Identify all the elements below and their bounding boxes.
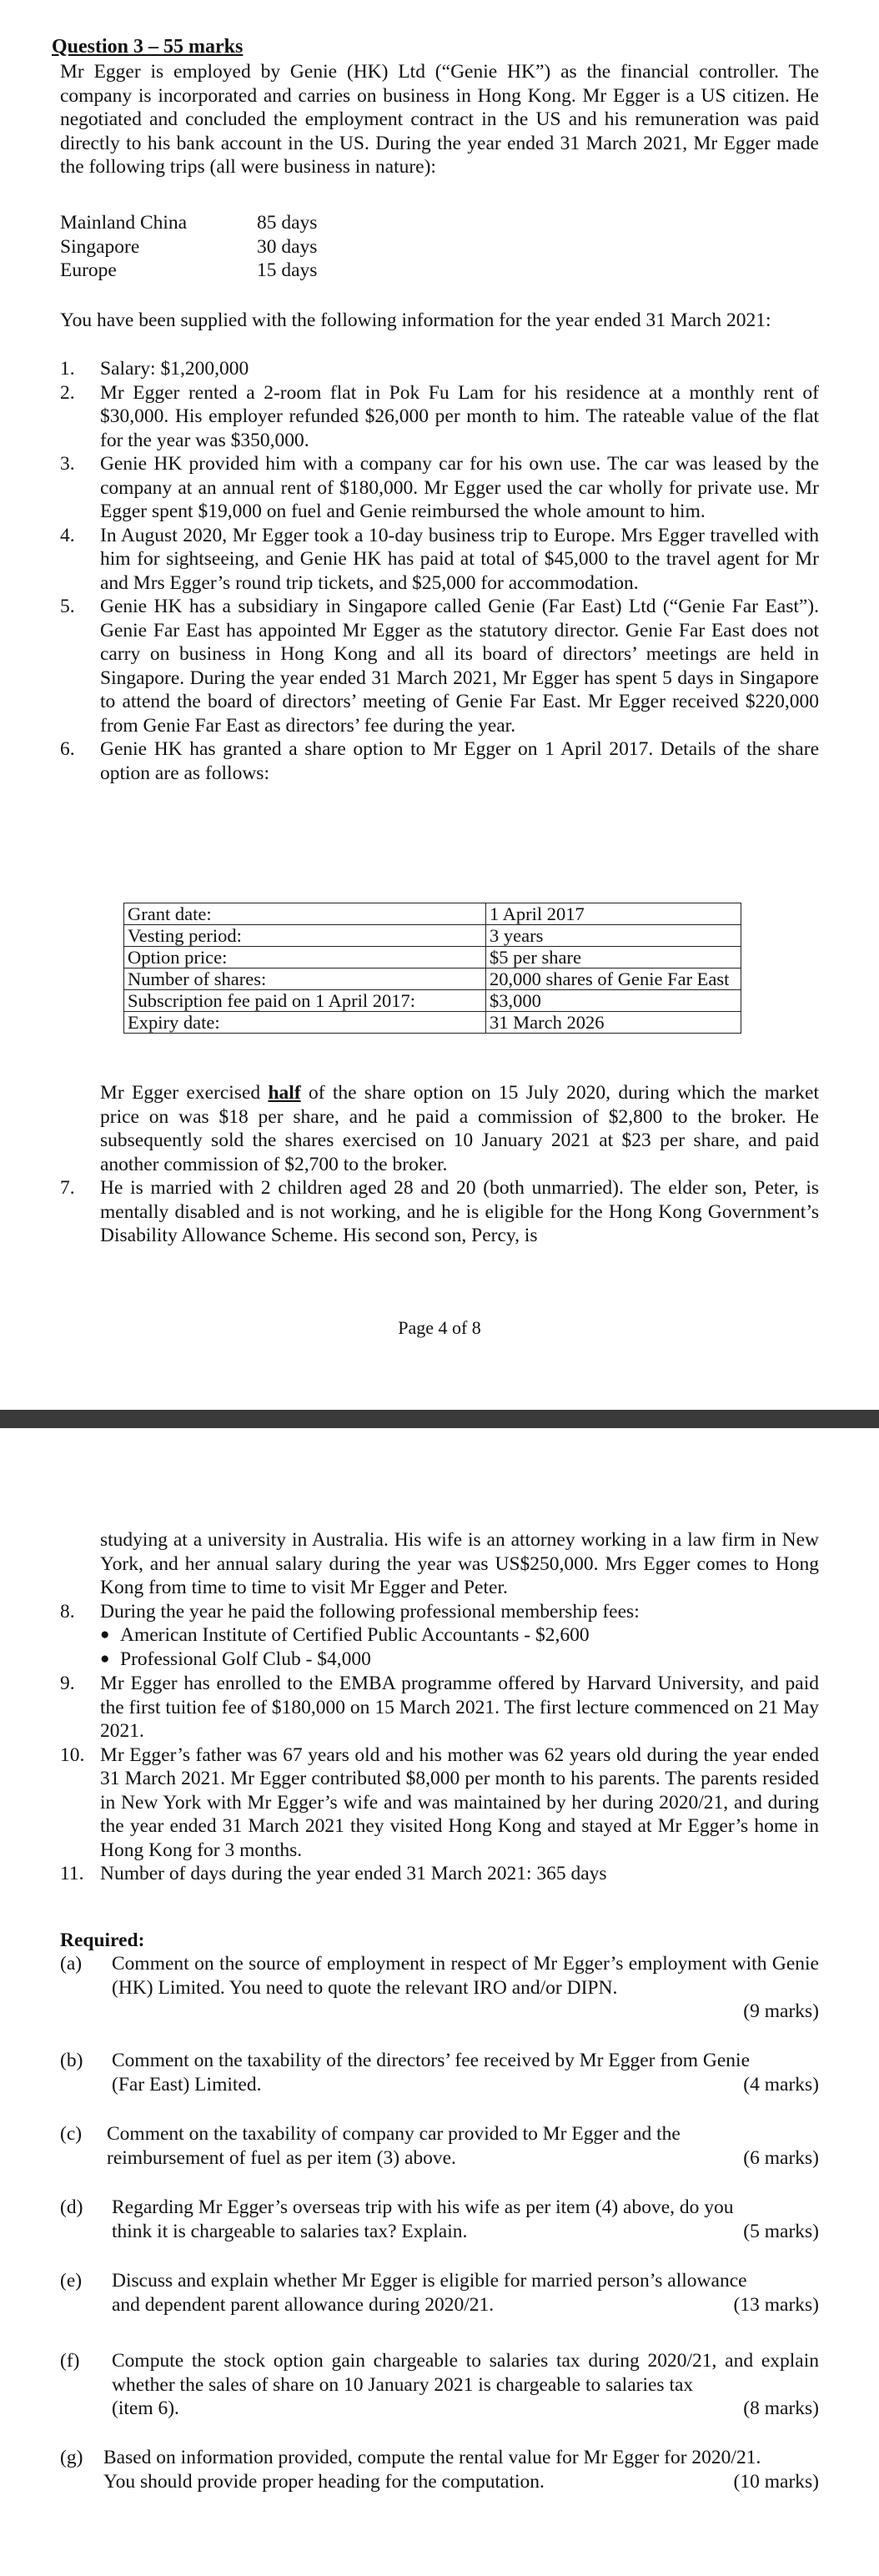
table-cell-value: 1 April 2017 — [486, 903, 741, 925]
item-number: 11. — [60, 1863, 84, 1884]
info-items-list-cont — [60, 1176, 819, 1248]
table-row — [124, 925, 741, 947]
trip-place: Mainland China — [60, 212, 188, 234]
part-lastline — [112, 2220, 819, 2244]
trip-place: Singapore — [60, 235, 140, 258]
part-marks: (9 marks) — [743, 2000, 819, 2022]
item-number: 2. — [60, 381, 75, 404]
item-number: 3. — [60, 453, 75, 475]
required-part-e — [60, 2269, 819, 2317]
required-part-g — [60, 2446, 819, 2493]
table-row — [124, 969, 741, 990]
trips-list — [60, 211, 317, 283]
part-text-line1: Discuss and explain whether Mr Egger is eligible for married person’s allowance — [112, 2270, 747, 2292]
info-item — [60, 1672, 819, 1743]
required-part-a — [60, 1952, 819, 2024]
part-marks: (13 marks) — [733, 2293, 819, 2316]
part-lastline — [112, 2073, 819, 2097]
table-row — [124, 990, 741, 1012]
required-part-b — [60, 2049, 819, 2096]
part-lastline — [112, 2293, 819, 2317]
table-cell-label: Option price: — [124, 947, 486, 969]
part-letter: (a) — [60, 1953, 83, 1975]
part-lastline — [107, 2146, 819, 2171]
exercise-text-pre: Mr Egger exercised — [100, 1082, 269, 1104]
part-letter: (d) — [60, 2196, 83, 2218]
info-item — [60, 1176, 819, 1248]
part-letter: (g) — [60, 2447, 83, 2468]
part-marks: (4 marks) — [743, 2073, 819, 2096]
info-item — [60, 1743, 819, 1863]
exercise-half: half — [268, 1082, 301, 1104]
item7-continued: studying at a university in Australia. His wife is an attorney working in a law firm in New York, and her annual salary during the year was US$250,000. Mrs Egger comes to Hong Kong from time to time to visit Mr Egger and Peter. — [100, 1529, 819, 1598]
part-marks: (10 marks) — [733, 2470, 819, 2493]
part-lastline — [112, 2397, 819, 2421]
part-text-line2: (Far East) Limited. — [112, 2073, 262, 2096]
info-item — [60, 452, 819, 524]
table-cell-label: Vesting period: — [124, 925, 486, 947]
part-marks: (8 marks) — [743, 2397, 819, 2419]
part-text-line2: and dependent parent allowance during 2020/21. — [112, 2293, 495, 2316]
exam-page-5 — [0, 1428, 879, 2576]
part-text-line2: (item 6). — [112, 2397, 179, 2419]
trip-row — [60, 211, 317, 235]
trip-days: 30 days — [257, 235, 318, 258]
membership-fees-list — [60, 1623, 859, 1671]
table-row — [124, 903, 741, 925]
item-text: Genie HK provided him with a company car for his own use. The car was leased by the company at an annual rent of $180,000. Mr Egger used the car wholly for private use. Mr Egger spent $19,000 on fuel and Genie reimbursed the whole amount to him. — [100, 453, 819, 522]
part-text-line1: Regarding Mr Egger’s overseas trip with his wife as per item (4) above, do you — [112, 2196, 734, 2218]
list-item: ● American Institute of Certified Public Accountants - $2,600 — [100, 1623, 859, 1648]
required-part-c — [60, 2122, 819, 2170]
item-text: In August 2020, Mr Egger took a 10-day business trip to Europe. Mrs Egger travelled with him for sightseeing, and Genie HK has paid at total of $45,000 to the travel agent for Mr and Mrs Egger’s round trip tickets, and $25,000 for accommodation. — [100, 524, 819, 594]
trip-place: Europe — [60, 259, 117, 281]
part-lastline — [103, 2470, 819, 2494]
page-number: Page 4 of 8 — [398, 1317, 481, 1338]
item-number: 9. — [60, 1673, 75, 1694]
part-text-line2: You should provide proper heading for the computation. — [103, 2470, 545, 2493]
table-cell-value: 20,000 shares of Genie Far East — [486, 969, 741, 990]
info-items-list-page2 — [60, 1600, 819, 1624]
table-cell-label: Grant date: — [124, 903, 486, 925]
table-cell-label: Subscription fee paid on 1 April 2017: — [124, 990, 486, 1012]
trip-row — [60, 259, 317, 283]
item-text: Mr Egger has enrolled to the EMBA programme offered by Harvard University, and paid the first tuition fee of $180,000 on 15 March 2021. The first lecture commenced on 21 May 2021. — [100, 1673, 819, 1742]
table-cell-value: $3,000 — [486, 990, 741, 1012]
intro-paragraph: Mr Egger is employed by Genie (HK) Ltd (“Genie HK”) as the financial controller. The company is incorporated and carries on business in Hong Kong. Mr Egger is a US citizen. He negotiated and concluded the employment contract in the US and his remuneration was paid directly to his bank account in the US. During the year ended 31 March 2021, Mr Egger made the following trips (all were business in nature): — [60, 61, 819, 178]
item-number: 6. — [60, 738, 75, 760]
part-letter: (c) — [60, 2123, 83, 2145]
part-text: Compute the stock option gain chargeable to salaries tax during 2020/21, and explain whether the sales of share on 10 January 2021 is chargeable to salaries tax — [112, 2350, 819, 2396]
item-text: Number of days during the year ended 31 March 2021: 365 days — [100, 1863, 607, 1884]
trip-days: 85 days — [257, 212, 318, 234]
item-text: Salary: $1,200,000 — [100, 358, 249, 380]
table-cell-label: Number of shares: — [124, 969, 486, 990]
required-heading: Required: — [60, 1929, 145, 1951]
info-item — [60, 1600, 819, 1624]
trip-row — [60, 235, 317, 259]
share-option-table — [123, 903, 741, 1034]
item-number: 7. — [60, 1177, 75, 1199]
item-number: 5. — [60, 596, 75, 617]
item-number: 8. — [60, 1601, 75, 1623]
item-text: Mr Egger rented a 2-room flat in Pok Fu Lam for his residence at a monthly rent of $30,000. His employer refunded $26,000 per month to him. The rateable value of the flat for the year was $350,000. — [100, 381, 819, 451]
table-cell-label: Expiry date: — [124, 1012, 486, 1034]
part-marks: (6 marks) — [743, 2146, 819, 2169]
part-letter: (e) — [60, 2270, 83, 2292]
part-text: Comment on the source of employment in respect of Mr Egger’s employment with Genie (HK) Limited. You need to quote the relevant IRO and/or DIPN. — [112, 1953, 819, 1999]
required-part-d — [60, 2196, 819, 2243]
item-text: Genie HK has a subsidiary in Singapore called Genie (Far East) Ltd (“Genie Far East”). Genie Far East has appointed Mr Egger as the statutory director. Genie Far East does not carry on business in Hong Kong and all its board of directors’ meetings are held in Singapore. During the year ended 31 March 2021, Mr Egger has spent 5 days in Singapore to attend the board of directors’ meeting of Genie Far East. Mr Egger received $220,000 from Genie Far East as directors’ fee during the year. — [100, 596, 819, 737]
part-marks: (5 marks) — [743, 2220, 819, 2242]
table-cell-value: 3 years — [486, 925, 741, 947]
info-item — [60, 595, 819, 737]
table-row — [124, 1012, 741, 1034]
page-separator — [0, 1410, 879, 1428]
info-items-list-page2b — [60, 1672, 819, 1886]
info-item — [60, 357, 819, 381]
info-item — [60, 737, 819, 785]
item-text: Mr Egger’s father was 67 years old and his mother was 62 years old during the year ended 31 March 2021. Mr Egger contributed $8,000 per month to his parents. The parents resided in New York with Mr Egger’s wife and was maintained by her during 2020/21, and during the year ended 31 March 2021 they visited Hong Kong and stayed at Mr Egger’s home in Hong Kong for 3 months. — [100, 1743, 819, 1861]
trip-days: 15 days — [257, 259, 318, 281]
item-number: 10. — [60, 1743, 85, 1766]
part-text-line1: Based on information provided, compute the rental value for Mr Egger for 2020/21. — [103, 2447, 761, 2468]
item-number: 1. — [60, 358, 75, 380]
table-cell-value: 31 March 2026 — [486, 1012, 741, 1034]
item-number: 4. — [60, 524, 75, 546]
table-cell-value: $5 per share — [486, 947, 741, 969]
item-text: He is married with 2 children aged 28 and 20 (both unmarried). The elder son, Peter, is mentally disabled and is not working, and he is eligible for the Hong Kong Government’s Disability Allowance Scheme. His second son, Percy, is — [100, 1177, 819, 1246]
info-item — [60, 1862, 819, 1886]
part-letter: (f) — [60, 2350, 80, 2372]
item-text: Genie HK has granted a share option to Mr Egger on 1 April 2017. Details of the share option are as follows: — [100, 738, 819, 784]
item-text: During the year he paid the following professional membership fees: — [100, 1601, 640, 1623]
exercise-text-post: of the share option on 15 July 2020, during which the market price on was $18 per share, and he paid a commission of $2,800 to the broker. He subsequently sold the shares exercised on 10 January 2021 at $23 per share, and paid another commission of $2,700 to the broker. — [100, 1082, 819, 1175]
info-item — [60, 381, 819, 453]
part-text-line1: Comment on the taxability of company car provided to Mr Egger and the — [107, 2123, 681, 2145]
part-text-line2: think it is chargeable to salaries tax? Explain. — [112, 2220, 468, 2242]
info-items-list — [60, 357, 819, 785]
part-text-line1: Comment on the taxability of the directors’ fee received by Mr Egger from Genie — [112, 2050, 751, 2071]
part-letter: (b) — [60, 2050, 83, 2071]
table-row — [124, 947, 741, 969]
list-item: ● Professional Golf Club - $4,000 — [100, 1648, 859, 1672]
part-text-line2: reimbursement of fuel as per item (3) above. — [107, 2146, 456, 2169]
info-intro: You have been supplied with the following information for the year ended 31 March 2021: — [60, 309, 771, 331]
info-item — [60, 524, 819, 596]
required-part-f — [60, 2349, 819, 2421]
exercise-paragraph — [100, 1081, 819, 1176]
question-title: Question 3 – 55 marks — [52, 36, 244, 58]
